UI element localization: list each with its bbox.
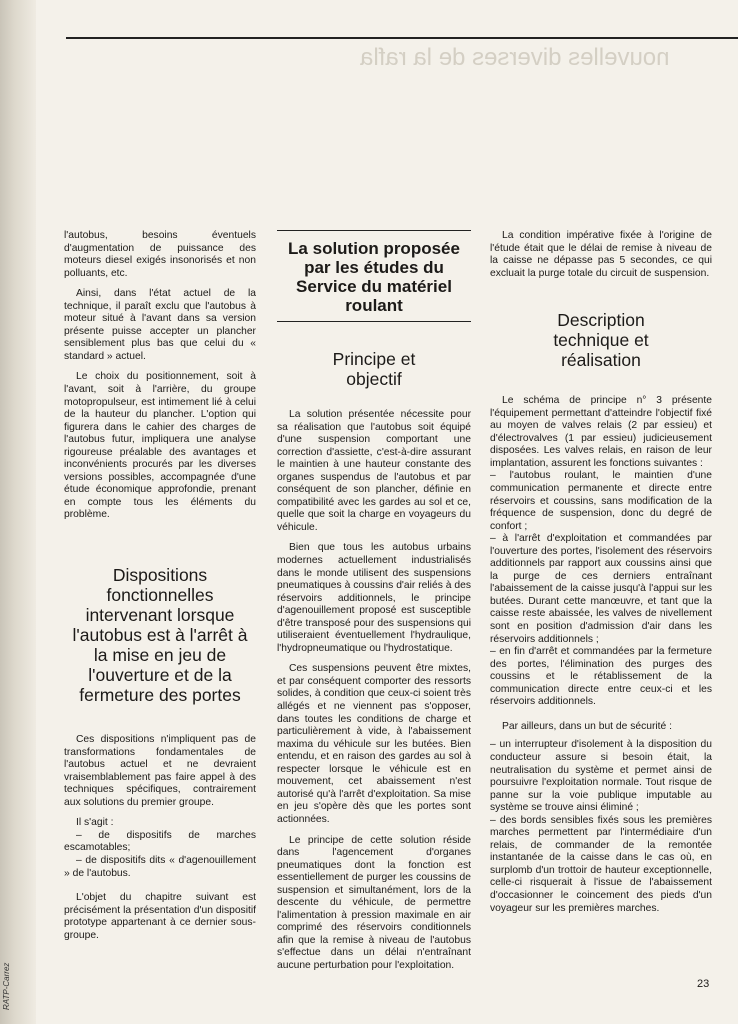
list-item: – un interrupteur d'isolement à la disposition du conducteur assure si besoin était, la neutralisation du système et permet ainsi de poursuivre l'exploitation normale. Tout risque de panne sur la voie publique imputable au système se trouve ainsi éliminé ; [490, 739, 712, 814]
paragraph: L'objet du chapitre suivant est précisément la présentation d'un dispositif prototype appartenant à ce dernier sous-groupe. [64, 892, 256, 941]
section-heading: Dispositions fonctionnelles intervenant lorsque l'autobus est à l'arrêt à la mise en jeu de l'ouverture et de la fermeture des portes [72, 565, 248, 706]
article-title-box: La solution proposée par les études du Service du matériel roulant [277, 230, 471, 322]
paragraph: Le schéma de principe n° 3 présente l'équipement permettant d'atteindre l'objectif fixé au moyen de valves relais (2 par essieu) et d'électrovalves (1 par essieu) judicieusement disposées. Les valves relais, en raison de leur implantation, assurent les fonctions suivantes : [490, 395, 712, 469]
section-heading: Description technique et réalisation [553, 310, 649, 371]
paragraph: La solution présentée nécessite pour sa réalisation que l'autobus soit équipé d'une suspension comportant une correction d'assiette, c'est-à-dire assurant le maintien à une hauteur constante des organes suspendus de l'autobus et par conséquent de son plancher, définie en compatibilité avec les gardes au sol et ce, quelle que soit la charge en voyageurs du véhicule. [277, 409, 471, 533]
paragraph: Ces dispositions n'impliquent pas de transformations fondamentales de l'autobus actuel et ne devraient vraisemblablement pas faire appel à des techniques spécifiques, contrairement aux solutions du premier groupe. [64, 734, 256, 808]
list-item: – l'autobus roulant, le maintien d'une communication permanente et directe entre réservoirs et coussins, sans modification de la fréquence de suspension, donc du degré de confort ; [490, 470, 712, 532]
column-right [490, 230, 712, 915]
list-item: – à l'arrêt d'exploitation et commandées par l'ouverture des portes, l'isolement des réservoirs additionnels par rapport aux coussins ainsi que la purge de ces derniers entraînant l'abaissement de la caisse jusqu'à l'appui sur les butées. Durant cette manœuvre, et tant que la caisse reste abaissée, les valves de nivellement sont en position d'admission d'air dans les réservoirs additionnels ; [490, 533, 712, 645]
paragraph: Ces suspensions peuvent être mixtes, et par conséquent comporter des ressorts solides, à condition que ceux-ci soient très allégés et ne viennent pas s'opposer, dans toutes les conditions de charge et particulièrement à vide, à l'abaissement maxima du véhicule sur les butées. Bien entendu, et en raison des gardes au sol à respecter lorsque le véhicule est en mouvement, cet abaissement n'est autorisé qu'à l'arrêt d'exploitation. Sa mise en jeu s'opère dès que les portes sont actionnées. [277, 663, 471, 825]
show-through-text: nouvelles diverses de la rafla [360, 44, 670, 71]
list-item: – en fin d'arrêt et commandées par la fermeture des portes, l'élimination des purges des coussins et le rétablissement de la communication directe entre ceux-ci et les réservoirs additionnels. [490, 646, 712, 708]
paragraph: – de dispositifs dits « d'agenouillement » de l'autobus. [64, 854, 256, 879]
list-item: – des bords sensibles fixés sous les premières marches permettent par l'intermédiaire d'un relais, de commander de la remontée instantanée de la caisse dans le cas où, en surplomb d'un trottoir de hauteur exceptionnelle, celle-ci risquerait à l'issue de l'abaissement d'occasionner le coincement des pieds d'un voyageur sur les premières marches. [490, 814, 712, 914]
column-left [64, 230, 256, 942]
paragraph: Il s'agit : [76, 817, 114, 829]
paragraph: – de dispositifs de marches escamotables; [64, 829, 256, 854]
paragraph: Par ailleurs, dans un but de sécurité : [502, 720, 672, 732]
paragraph: La condition impérative fixée à l'origine de l'étude était que le délai de remise à niveau de la caisse ne dépasse pas 5 secondes, ce qui excluait la purge totale du circuit de suspension. [490, 230, 712, 279]
paragraph: Ainsi, dans l'état actuel de la technique, il paraît exclu que l'autobus à moteur situé à l'avant dans sa version présente puisse accepter un plancher sensiblement plus bas que celui du « standard » actuel. [64, 288, 256, 362]
section-heading: Principe et objectif [332, 349, 416, 389]
safety-list [490, 739, 712, 915]
paragraph: Bien que tous les autobus urbains modernes actuellement industrialisés dans le monde utilisent des suspensions pneumatiques à coussins d'air reliés à des réservoirs additionnels, le principe d'agenouillement proposé est susceptible d'être transposé pour des suspensions qui utiliseraient éventuellement l'hydraulique, l'hydropneumatique ou l'hydrostatique. [277, 542, 471, 654]
paragraph: Le choix du positionnement, soit à l'avant, soit à l'arrière, du groupe motopropulseur, est intimement lié à celui de la hauteur du plancher. L'option qui figurera dans le cahier des charges de l'autobus futur, impliquera une analyse rigoureuse préalable des avantages et inconvénients procurés par les diverses versions possibles, accompagnée d'une étude économique approfondie, prenant en compte tous les éléments du problème. [64, 371, 256, 521]
top-rule [66, 37, 738, 39]
function-list [490, 470, 712, 708]
page-number: 23 [697, 978, 710, 990]
page-binding-edge [0, 0, 36, 1024]
photo-credit: RATP-Carrez [2, 962, 11, 1010]
paragraph: l'autobus, besoins éventuels d'augmentation de puissance des moteurs diesel exigés insonorisés et non polluants, etc. [64, 230, 256, 279]
column-middle [277, 230, 471, 973]
paragraph: Le principe de cette solution réside dans l'agencement d'organes pneumatiques dont la fonction est essentiellement de purger les coussins de suspension et simultanément, lors de la descente du véhicule, de permettre l'alimentation à pression maximale en air comprimé des réservoirs conditionnels afin que la remise à niveau de l'autobus s'effectue dans un délai n'entraînant aucune perturbation pour l'exploitation. [277, 834, 471, 971]
